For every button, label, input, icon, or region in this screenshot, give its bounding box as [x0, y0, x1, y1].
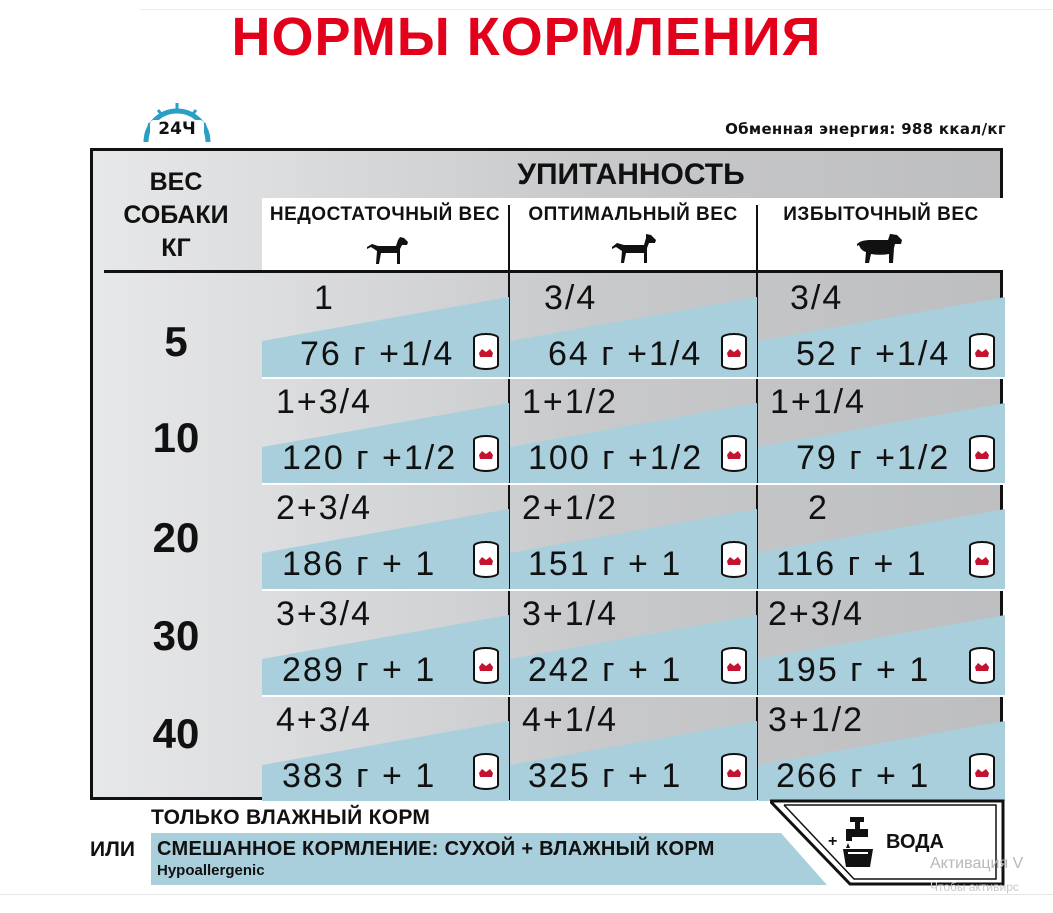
dry-portion: 2+1/2: [522, 489, 619, 527]
dry-portion: 1: [314, 279, 335, 317]
table-cell: [262, 697, 509, 801]
wet-amount: 383 г + 1: [282, 757, 437, 795]
mixed-feeding-label: СМЕШАННОЕ КОРМЛЕНИЕ: СУХОЙ + ВЛАЖНЫЙ КОРМ: [157, 838, 715, 860]
can-icon: [968, 435, 996, 473]
table-cell: [758, 697, 1005, 801]
condition-label-optimal: ОПТИМАЛЬНЫЙ ВЕС: [528, 204, 738, 225]
weight-header-line: ВЕС: [149, 168, 203, 196]
wet-amount: 64 г +1/4: [548, 335, 703, 373]
row-divider: [262, 695, 1003, 697]
can-icon: [720, 435, 748, 473]
activation-watermark: Активация V: [930, 855, 1024, 872]
table-cell: [510, 485, 757, 589]
weight-header-rule: [104, 270, 262, 273]
wet-amount: 76 г +1/4: [300, 335, 455, 373]
or-label: ИЛИ: [90, 838, 135, 861]
can-icon: [720, 647, 748, 685]
can-icon: [472, 647, 500, 685]
table-cell: [262, 485, 509, 589]
condition-header: УПИТАННОСТЬ: [517, 158, 745, 191]
dry-portion: 4+1/4: [522, 701, 619, 739]
table-cell: [510, 591, 757, 695]
dry-portion: 2+3/4: [768, 595, 865, 633]
condition-label-over: ИЗБЫТОЧНЫЙ ВЕС: [783, 204, 979, 225]
can-icon: [968, 647, 996, 685]
plus-sign: +: [828, 833, 838, 850]
weight-value: 40: [152, 710, 200, 757]
weight-value: 30: [152, 612, 200, 659]
can-icon: [472, 541, 500, 579]
dry-portion: 1+1/4: [770, 383, 867, 421]
table-cell: [262, 379, 509, 483]
weight-value: 10: [152, 414, 200, 461]
dog-icon: [857, 232, 903, 264]
can-icon: [720, 541, 748, 579]
wet-amount: 52 г +1/4: [796, 335, 951, 373]
can-icon: [720, 333, 748, 371]
faucet-icon: [840, 815, 878, 869]
wet-amount: 79 г +1/2: [796, 439, 951, 477]
weight-value: 20: [152, 514, 200, 561]
table-cell: [758, 591, 1005, 695]
dry-portion: 3+1/2: [768, 701, 865, 739]
table-cell: [510, 697, 757, 801]
only-wet-label: ТОЛЬКО ВЛАЖНЫЙ КОРМ: [151, 806, 431, 829]
wet-amount: 266 г + 1: [776, 757, 931, 795]
can-icon: [720, 753, 748, 791]
wet-amount: 325 г + 1: [528, 757, 683, 795]
can-icon: [968, 753, 996, 791]
dry-portion: 3+1/4: [522, 595, 619, 633]
water-label: ВОДА: [886, 831, 944, 853]
wet-amount: 120 г +1/2: [282, 439, 458, 477]
table-cell: [262, 273, 509, 377]
dry-portion: 1+1/2: [522, 383, 619, 421]
dry-portion: 3/4: [790, 279, 844, 317]
dog-icon: [364, 234, 410, 266]
energy-note: Обменная энергия: 988 ккал/кг: [725, 120, 1006, 138]
bottom-divider: [0, 894, 1053, 895]
row-divider: [262, 589, 1003, 591]
condition-label-under: НЕДОСТАТОЧНЫЙ ВЕС: [269, 204, 501, 225]
wet-amount: 116 г + 1: [776, 545, 928, 583]
wet-amount: 289 г + 1: [282, 651, 437, 689]
weight-header-line: КГ: [161, 234, 191, 262]
wet-amount: 100 г +1/2: [528, 439, 704, 477]
weight-header: [106, 166, 246, 265]
weight-value: 5: [164, 318, 188, 365]
can-icon: [968, 541, 996, 579]
table-cell: [510, 273, 757, 377]
weight-header-line: СОБАКИ: [123, 201, 229, 229]
wet-amount: 195 г + 1: [776, 651, 931, 689]
row-divider: [262, 377, 1003, 379]
wet-amount: 242 г + 1: [528, 651, 683, 689]
dry-portion: 3+3/4: [276, 595, 373, 633]
row-divider: [262, 483, 1003, 485]
wet-amount: 151 г + 1: [528, 545, 683, 583]
page-title: НОРМЫ КОРМЛЕНИЯ: [231, 7, 822, 67]
activation-watermark-sub: Чтобы активирс: [930, 880, 1019, 894]
can-icon: [472, 435, 500, 473]
table-cell: [758, 273, 1005, 377]
clock-label: 24Ч: [158, 119, 196, 139]
can-icon: [968, 333, 996, 371]
table-cell: [758, 485, 1005, 589]
dry-portion: 4+3/4: [276, 701, 373, 739]
dry-portion: 1+3/4: [276, 383, 373, 421]
dry-portion: 2+3/4: [276, 489, 373, 527]
product-name: Hypoallergenic: [157, 862, 265, 879]
dog-icon: [611, 232, 657, 264]
table-cell: [262, 591, 509, 695]
table-cell: [758, 379, 1005, 483]
can-icon: [472, 333, 500, 371]
table-cell: [510, 379, 757, 483]
dry-portion: 3/4: [544, 279, 598, 317]
dry-portion: 2: [808, 489, 829, 527]
wet-amount: 186 г + 1: [282, 545, 437, 583]
can-icon: [472, 753, 500, 791]
